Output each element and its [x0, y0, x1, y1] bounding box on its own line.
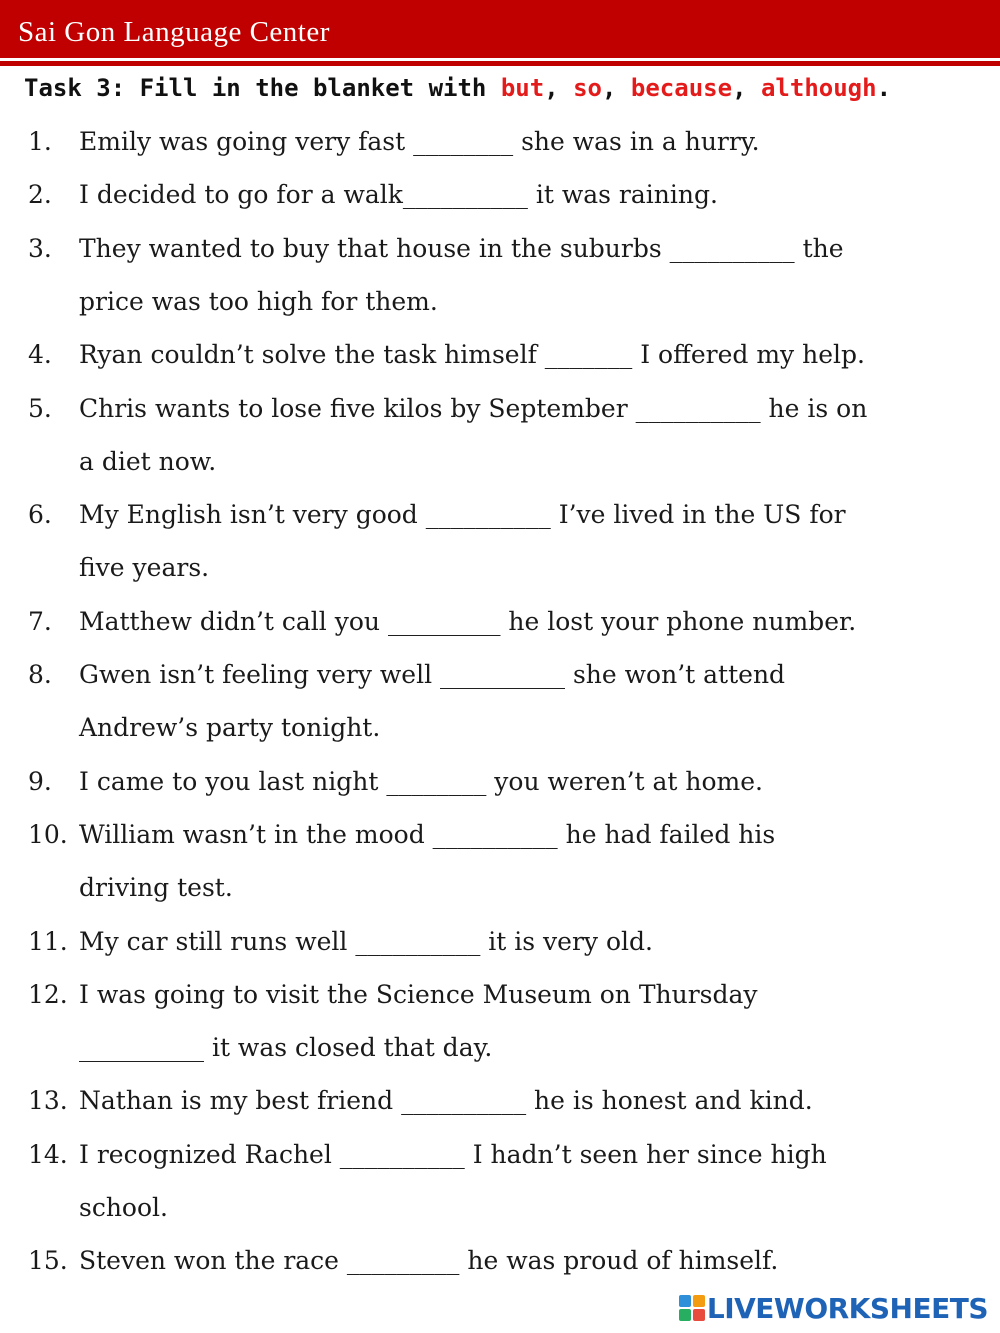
item-text-line: Ryan couldn’t solve the task himself _______ I offered my help.	[79, 340, 865, 370]
item-text-line: William wasn’t in the mood __________ he had failed his	[79, 819, 776, 849]
item-number: 6.	[28, 500, 52, 530]
item-text-line: driving test.	[79, 873, 233, 903]
item-number: 10.	[28, 819, 68, 849]
task-title-prefix: Task 3: Fill in the blanket with	[24, 74, 501, 102]
keyword-separator: ,	[544, 74, 574, 102]
item-text-line: I decided to go for a walk__________ it was raining.	[79, 180, 718, 210]
header-title: Sai Gon Language Center	[18, 16, 330, 48]
logo-square	[679, 1309, 691, 1321]
item-text-line: Gwen isn’t feeling very well __________ she won’t attend	[79, 660, 786, 689]
keyword-separator: ,	[602, 74, 631, 102]
item-number: 1.	[28, 127, 52, 156]
logo-square	[693, 1309, 705, 1321]
liveworksheets-brand	[679, 1291, 988, 1325]
keyword-although: although	[760, 74, 877, 102]
keyword-but: but	[500, 74, 545, 102]
item-text-line: My car still runs well __________ it is very old.	[79, 926, 653, 956]
item-text-line: Steven won the race _________ he was proud of himself.	[79, 1246, 779, 1276]
item-number: 11.	[28, 926, 68, 956]
keyword-because: because	[630, 74, 733, 102]
keyword-separator: ,	[732, 74, 761, 102]
item-number: 8.	[28, 660, 52, 689]
logo-square	[693, 1295, 705, 1307]
liveworksheets-logo-icon	[679, 1295, 705, 1321]
item-number: 9.	[28, 766, 52, 796]
item-text-line: school.	[79, 1192, 168, 1222]
item-number: 2.	[28, 180, 52, 210]
item-text-line: five years.	[79, 553, 210, 583]
item-number: 3.	[28, 233, 52, 263]
keyword-so: so	[573, 74, 602, 102]
item-number: 14.	[28, 1139, 68, 1169]
item-number: 7.	[28, 606, 52, 636]
item-text-line: Chris wants to lose five kilos by September __________ he is on	[79, 393, 868, 423]
item-text-line: __________ it was closed that day.	[79, 1033, 493, 1063]
brand-wordmark: LIVEWORKSHEETS	[706, 1291, 988, 1325]
item-text-line: I was going to visit the Science Museum on Thursday	[79, 979, 758, 1009]
item-text-line: I came to you last night ________ you weren’t at home.	[79, 766, 764, 796]
item-text-line: They wanted to buy that house in the suburbs __________ the	[79, 233, 844, 263]
item-text-line: a diet now.	[79, 446, 217, 476]
task-title-suffix: .	[876, 74, 892, 102]
item-number: 4.	[28, 340, 52, 370]
item-text-line: Emily was going very fast ________ she was in a hurry.	[79, 127, 760, 156]
logo-square	[679, 1295, 691, 1307]
item-text-line: Nathan is my best friend __________ he is honest and kind.	[79, 1086, 813, 1116]
item-number: 13.	[28, 1086, 68, 1116]
item-text-line: I recognized Rachel __________ I hadn’t seen her since high	[79, 1139, 827, 1169]
item-text-line: My English isn’t very good __________ I’ve lived in the US for	[79, 500, 846, 530]
item-text-line: Matthew didn’t call you _________ he lost your phone number.	[79, 606, 857, 636]
item-text-line: Andrew’s party tonight.	[79, 713, 381, 743]
item-number: 12.	[28, 979, 68, 1009]
item-number: 15.	[28, 1246, 68, 1276]
item-text-line: price was too high for them.	[79, 286, 438, 316]
item-number: 5.	[28, 393, 52, 423]
